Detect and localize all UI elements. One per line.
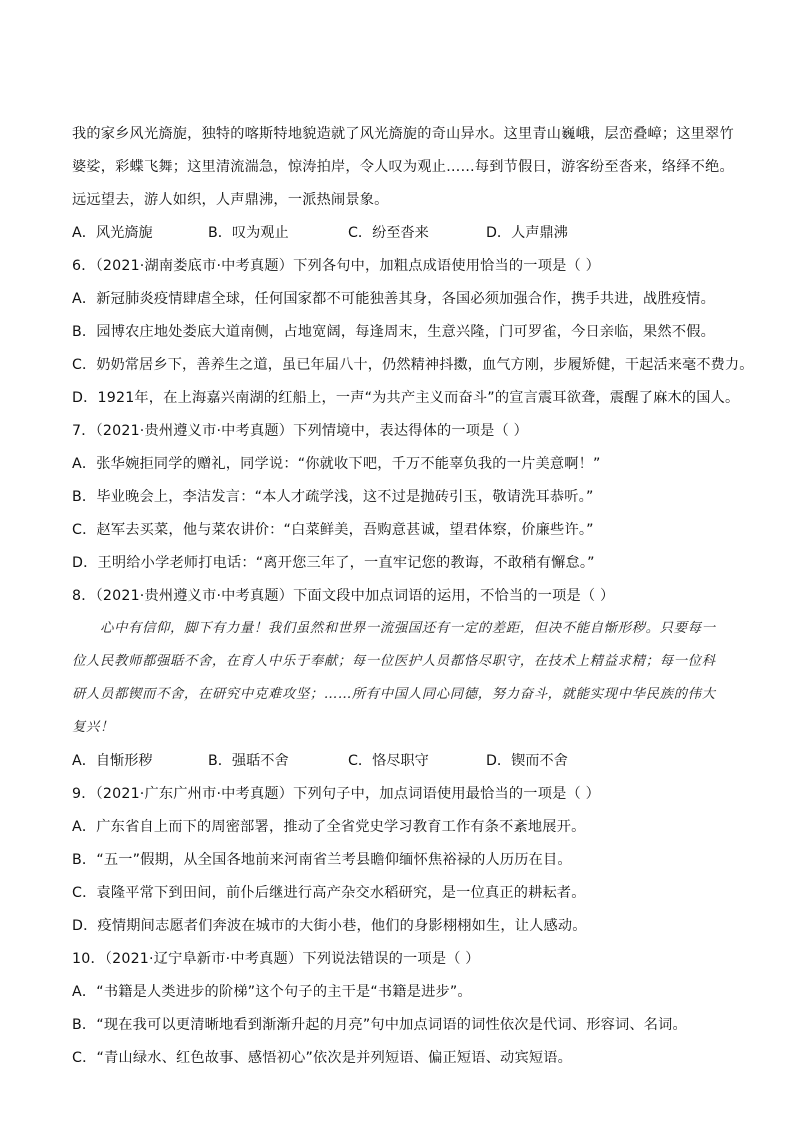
q6-option-c: C．奶奶常居乡下，善养生之道，虽已年届八十，仍然精神抖擞，血气方刚，步履矫健，干起活来毫不费力。 [72, 357, 754, 373]
q5-option-b: B．叹为观止 [208, 225, 289, 241]
q5-option-a: A．风光旖旎 [72, 225, 153, 241]
q9-option-c: C．袁隆平常下到田间，前仆后继进行高产杂交水稻研究，是一位真正的耕耘者。 [72, 885, 586, 901]
q7-option-b: B．毕业晚会上，李洁发言：“本人才疏学浅，这不过是抛砖引玉，敬请洗耳恭听。” [72, 489, 594, 505]
q5-passage-line-3: 远远望去，游人如织，人声鼎沸，一派热闹景象。 [72, 192, 389, 208]
q9-option-d: D．疫情期间志愿者们奔波在城市的大街小巷，他们的身影栩栩如生，让人感动。 [72, 918, 587, 934]
q8-option-d: D．锲而不舍 [486, 753, 568, 769]
q7-stem: 7．（2021·贵州遵义市·中考真题）下列情境中，表达得体的一项是（ ） [72, 423, 529, 439]
q5-passage-line-1: 我的家乡风光旖旎，独特的喀斯特地貌造就了风光旖旎的奇山异水。这里青山巍峨，层峦叠嶂；这里翠竹 [72, 126, 734, 142]
q8-option-b: B．强聒不舍 [208, 753, 289, 769]
q8-option-c: C．恪尽职守 [348, 753, 429, 769]
q9-option-a: A．广东省自上而下的周密部署，推动了全省党史学习教育工作有条不紊地展开。 [72, 819, 586, 835]
q8-stem: 8．（2021·贵州遵义市·中考真题）下面文段中加点词语的运用，不恰当的一项是（ ） [72, 588, 615, 604]
q10-option-b: B．“现在我可以更清晰地看到渐渐升起的月亮”句中加点词语的词性依次是代词、形容词、名词。 [72, 1017, 687, 1033]
q9-stem: 9．（2021·广东广州市·中考真题）下列句子中，加点词语使用最恰当的一项是（ ） [72, 786, 600, 802]
q8-option-a: A．自惭形秽 [72, 753, 153, 769]
q6-option-a: A．新冠肺炎疫情肆虐全球，任何国家都不可能独善其身，各国必须加强合作，携手共进，战胜疫情。 [72, 291, 715, 307]
q10-option-a: A．“书籍是人类进步的阶梯”这个句子的主干是“书籍是进步”。 [72, 984, 472, 1000]
q6-stem: 6．（2021·湖南娄底市·中考真题）下列各句中，加粗点成语使用恰当的一项是（ ） [72, 258, 600, 274]
q7-option-d: D．王明给小学老师打电话：“离开您三年了，一直牢记您的教诲，不敢稍有懈怠。” [72, 555, 595, 571]
q8-passage-line-3: 研人员都锲而不舍，在研究中克难攻坚；……所有中国人同心同德，努力奋斗，就能实现中华民族的伟大 [72, 687, 716, 702]
q5-option-d: D．人声鼎沸 [486, 225, 568, 241]
q9-option-b: B．“五一”假期，从全国各地前来河南省兰考县瞻仰缅怀焦裕禄的人历历在目。 [72, 852, 572, 868]
q5-option-c: C．纷至沓来 [348, 225, 429, 241]
q5-passage-line-2: 婆娑，彩蝶飞舞；这里清流湍急，惊涛拍岸，令人叹为观止……每到节假日，游客纷至沓来，络绎不绝。 [72, 159, 734, 175]
q6-option-b: B．园博农庄地处娄底大道南侧，占地宽阔，每逢周末，生意兴隆，门可罗雀，今日亲临，果然不假。 [72, 324, 715, 340]
q7-option-c: C．赵军去买菜，他与菜农讲价：“白菜鲜美，吾购意甚诚，望君体察，价廉些许。” [72, 522, 594, 538]
q6-option-d: D．1921年，在上海嘉兴南湖的红船上，一声“为共产主义而奋斗”的宣言震耳欲聋，震醒了麻木的国人。 [72, 390, 740, 406]
q7-option-a: A．张华婉拒同学的赠礼，同学说：“你就收下吧，千万不能辜负我的一片美意啊！” [72, 456, 601, 472]
q8-passage-line-1: 心中有信仰，脚下有力量！我们虽然和世界一流强国还有一定的差距，但决不能自惭形秽。只要每一 [100, 621, 716, 636]
q10-stem: 10．（2021·辽宁阜新市·中考真题）下列说法错误的一项是（ ） [72, 951, 480, 967]
q8-passage-line-2: 位人民教师都强聒不舍，在育人中乐于奉献；每一位医护人员都恪尽职守，在技术上精益求精；每一位科 [72, 654, 716, 669]
q10-option-c: C．“青山绿水、红色故事、感悟初心”依次是并列短语、偏正短语、动宾短语。 [72, 1050, 572, 1066]
q8-passage-line-4: 复兴！ [72, 720, 114, 735]
